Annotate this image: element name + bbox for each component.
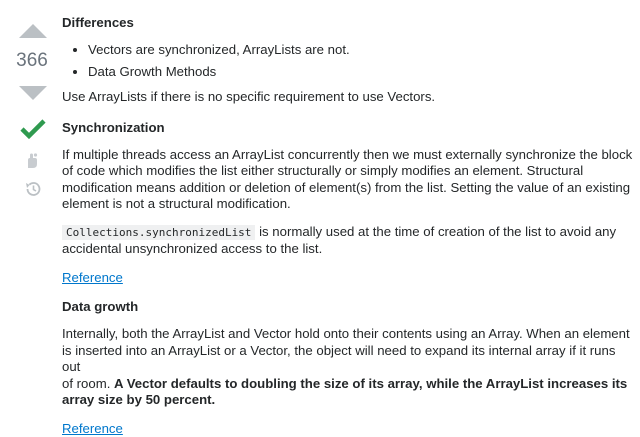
reference-link[interactable]: Reference — [62, 270, 123, 285]
paragraph-line: If multiple threads access an ArrayList concurrently then we must externally synchronize the block — [62, 147, 634, 164]
synchronized-list-paragraph — [62, 224, 634, 258]
bold-text: A Vector defaults to doubling the size of its array, while the ArrayList increases its — [114, 376, 627, 391]
reference-link[interactable]: Reference — [62, 421, 123, 436]
bold-text: array size by 50 percent. — [62, 392, 634, 409]
use-arraylists-paragraph: Use ArrayLists if there is no specific requirement to use Vectors. — [62, 89, 634, 106]
list-item: • Data Growth Methods — [88, 64, 634, 80]
heading-data-growth: Data growth — [62, 298, 634, 315]
heading-differences: Differences — [62, 14, 634, 31]
bounty-hand-icon[interactable] — [24, 152, 40, 170]
paragraph-line: is normally used at the time of creation of the list to avoid any — [255, 224, 616, 239]
code-snippet: Collections.synchronizedList — [62, 225, 255, 240]
reference-paragraph — [62, 270, 634, 287]
paragraph-line: Internally, both the ArrayList and Vector hold onto their contents using an Array. When an element — [62, 326, 634, 343]
paragraph-line: of room. — [62, 376, 114, 391]
reference-paragraph — [62, 421, 634, 437]
vote-count: 366 — [0, 50, 64, 72]
paragraph-line: modification means addition or deletion of element(s) from the list. Setting the value of an existing — [62, 180, 634, 197]
answer-body — [62, 14, 634, 437]
paragraph-line: accidental unsynchronized access to the list. — [62, 241, 634, 258]
history-icon[interactable] — [24, 180, 42, 198]
synchronization-paragraph — [62, 147, 634, 213]
paragraph-line: of code which modifies the list either structurally or simply modifies an element. Structural — [62, 163, 634, 180]
upvote-arrow-icon[interactable] — [19, 24, 47, 38]
paragraph-line: is inserted into an ArrayList or a Vector, the object will need to expand its internal array if it runs out — [62, 343, 634, 376]
paragraph-line-with-bold — [62, 376, 634, 393]
paragraph-line-with-code — [62, 224, 634, 242]
list-item: • Vectors are synchronized, ArrayLists are not. — [88, 42, 634, 58]
paragraph-line: element is not a structural modification. — [62, 196, 634, 213]
heading-synchronization: Synchronization — [62, 119, 634, 136]
differences-list — [62, 42, 634, 80]
checkmark-icon — [20, 118, 46, 140]
downvote-arrow-icon[interactable] — [19, 86, 47, 100]
data-growth-paragraph — [62, 326, 634, 409]
